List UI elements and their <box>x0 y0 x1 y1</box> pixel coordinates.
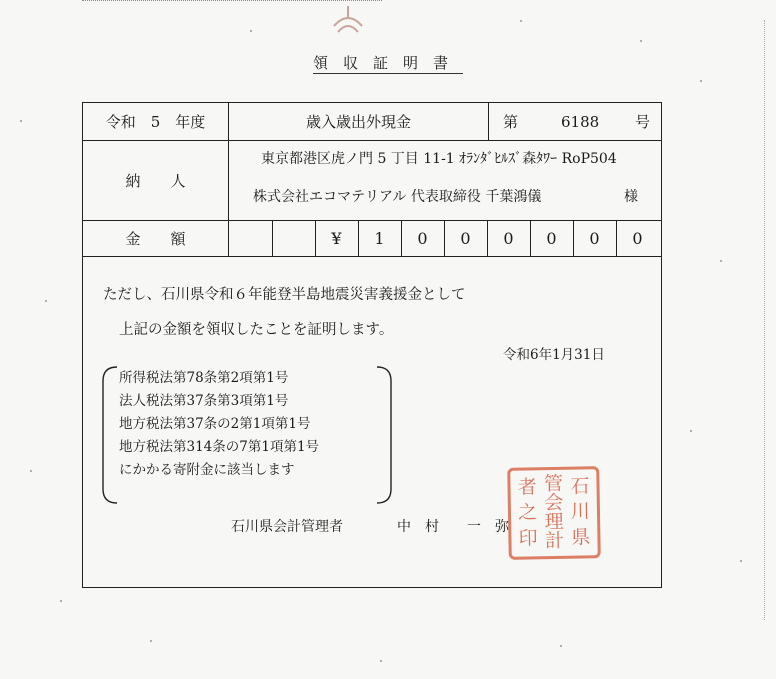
seal-character: 計 <box>544 529 565 553</box>
amount-digit: 0 <box>546 228 557 248</box>
payer-label-cell <box>83 140 229 220</box>
account-type-cell <box>229 103 489 140</box>
yen-symbol: ¥ <box>331 228 342 248</box>
receipt-number: 6188 <box>561 112 600 131</box>
receipt-number-cell <box>489 103 660 140</box>
seal-character: 川 <box>570 500 591 524</box>
right-bracket <box>375 365 395 505</box>
tax-law-line: 所得税法第78条第2項第1号 <box>119 370 289 386</box>
account-type: 歳入歳出外現金 <box>305 113 411 131</box>
amount-digit: 0 <box>417 228 428 248</box>
seal-character: 者 <box>517 476 537 499</box>
tax-law-line: 地方税法第314条の7第1項第1号 <box>119 439 320 455</box>
payer-name: 株式会社エコマテリアル 代表取締役 千葉鴻儀 <box>253 189 542 205</box>
seal-column <box>514 475 541 551</box>
scan-dotted-line <box>82 0 382 1</box>
fiscal-year-cell <box>83 103 229 140</box>
payer-label: 納 人 <box>125 171 186 190</box>
amount-digit: 0 <box>503 228 514 248</box>
seal-character: 印 <box>518 527 538 550</box>
seal-character: 之 <box>517 501 538 525</box>
left-bracket <box>99 365 119 505</box>
amount-label-cell <box>83 220 229 256</box>
tax-law-list <box>119 367 319 482</box>
amount-digit <box>272 220 315 256</box>
amount-label: 金 額 <box>125 229 186 248</box>
tax-law-line: にかかる寄附金に該当します <box>119 462 295 478</box>
amount-digit <box>229 220 272 256</box>
issuer-name: 中 村 一 弥 <box>397 519 509 535</box>
amount-digit: 0 <box>589 228 600 248</box>
scan-dotted-line-right <box>764 20 765 620</box>
payer-row <box>83 140 661 221</box>
amount-digit: 0 <box>460 228 471 248</box>
fiscal-year: 令和 5 年度 <box>105 113 206 131</box>
issuer-title: 石川県会計管理者 <box>231 519 343 535</box>
number-suffix: 号 <box>635 113 651 131</box>
certify-line: 上記の金額を領収したことを証明します。 <box>119 322 394 338</box>
seal-column <box>567 474 594 550</box>
seal-character: 管 <box>543 472 564 496</box>
seal-character: 石 <box>570 475 590 498</box>
tax-law-line: 法人税法第37条第3項第1号 <box>119 393 289 409</box>
amount-digit: 0 <box>632 228 643 248</box>
seal-character: 県 <box>571 526 591 549</box>
header-row <box>83 103 661 141</box>
payer-info-cell <box>229 140 660 220</box>
tax-law-line: 地方税法第37条の2第1項第1号 <box>119 416 311 432</box>
issue-date: 令和6年1月31日 <box>503 347 605 363</box>
seal-column <box>541 472 568 553</box>
official-seal <box>507 466 601 560</box>
number-prefix: 第 <box>503 113 519 131</box>
faded-stamp-mark <box>328 2 368 42</box>
document-title: 領収証明書 <box>312 54 463 72</box>
seal-character: 会 <box>544 491 564 515</box>
payer-honorific: 様 <box>624 189 638 205</box>
amount-digits <box>229 220 660 256</box>
purpose-line: ただし、石川県令和６年能登半島地震災害義援金として <box>103 287 466 303</box>
amount-row <box>83 220 661 257</box>
seal-character: 理 <box>544 510 564 534</box>
payer-address: 東京都港区虎ノ門 5 丁目 11-1 ｵﾗﾝﾀﾞﾋﾙｽﾞ森ﾀﾜｰ RoP504 <box>261 151 617 167</box>
amount-digit: 1 <box>374 228 385 248</box>
